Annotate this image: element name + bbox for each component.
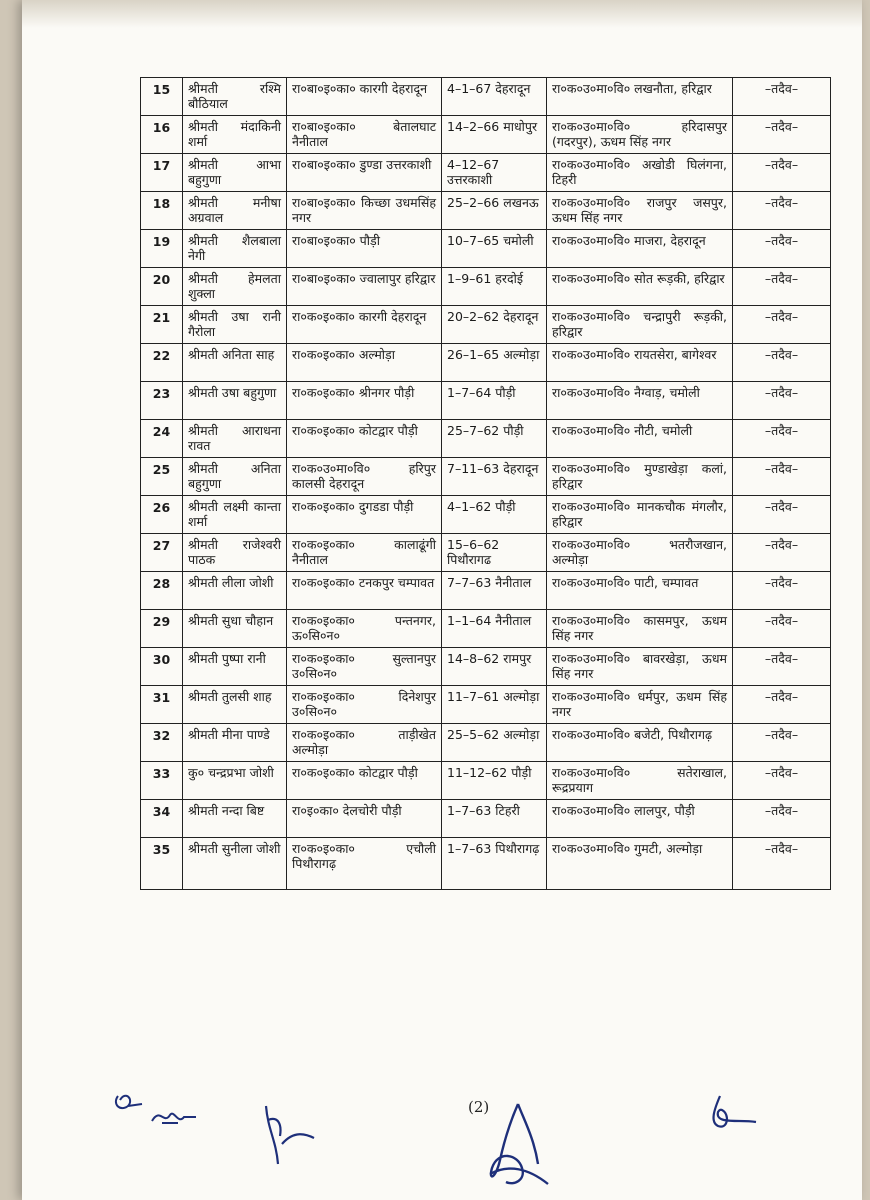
- birth-date-place: 14–8–62 रामपुर: [442, 648, 547, 686]
- table-row: [141, 648, 831, 686]
- table-row: [141, 344, 831, 382]
- current-posting: रा०क०इ०का० अल्मोड़ा: [287, 344, 442, 382]
- signature-3: [258, 1100, 328, 1170]
- signature-5: [700, 1092, 770, 1142]
- birth-date-place: 14–2–66 माधोपुर: [442, 116, 547, 154]
- table-row: [141, 572, 831, 610]
- teacher-name: श्रीमती मनीषा अग्रवाल: [183, 192, 287, 230]
- table-row: [141, 382, 831, 420]
- new-posting: रा०क०उ०मा०वि० सोत रूड़की, हरिद्वार: [547, 268, 733, 306]
- serial-number: 20: [141, 268, 183, 306]
- remark: –तदैव–: [733, 762, 831, 800]
- birth-date-place: 11–7–61 अल्मोड़ा: [442, 686, 547, 724]
- birth-date-place: 11–12–62 पौड़ी: [442, 762, 547, 800]
- remark: –तदैव–: [733, 268, 831, 306]
- table-row: [141, 838, 831, 890]
- table-row: [141, 420, 831, 458]
- serial-number: 32: [141, 724, 183, 762]
- birth-date-place: 25–2–66 लखनऊ: [442, 192, 547, 230]
- teacher-name: श्रीमती अनिता बहुगुणा: [183, 458, 287, 496]
- birth-date-place: 10–7–65 चमोली: [442, 230, 547, 268]
- signature-2: [148, 1103, 208, 1133]
- new-posting: रा०क०उ०मा०वि० चन्द्रापुरी रूड़की, हरिद्वार: [547, 306, 733, 344]
- birth-date-place: 1–7–63 टिहरी: [442, 800, 547, 838]
- birth-date-place: 25–7–62 पौड़ी: [442, 420, 547, 458]
- teacher-name: श्रीमती अनिता साह: [183, 344, 287, 382]
- remark: –तदैव–: [733, 724, 831, 762]
- teacher-name: श्रीमती मंदाकिनी शर्मा: [183, 116, 287, 154]
- serial-number: 16: [141, 116, 183, 154]
- current-posting: रा०क०इ०का० एचौली पिथौरागढ़: [287, 838, 442, 890]
- birth-date-place: 4–12–67 उत्तरकाशी: [442, 154, 547, 192]
- table-row: [141, 686, 831, 724]
- page-shadow: [22, 0, 862, 28]
- remark: –तदैव–: [733, 838, 831, 890]
- teacher-name: श्रीमती उषा बहुगुणा: [183, 382, 287, 420]
- table-row: [141, 116, 831, 154]
- birth-date-place: 20–2–62 देहरादून: [442, 306, 547, 344]
- page-number: (2): [468, 1098, 490, 1116]
- serial-number: 26: [141, 496, 183, 534]
- new-posting: रा०क०उ०मा०वि० रायतसेरा, बागेश्वर: [547, 344, 733, 382]
- current-posting: रा०क०इ०का० श्रीनगर पौड़ी: [287, 382, 442, 420]
- table-row: [141, 534, 831, 572]
- new-posting: रा०क०उ०मा०वि० सतेराखाल, रूद्रप्रयाग: [547, 762, 733, 800]
- current-posting: रा०बा०इ०का० बेतालघाट नैनीताल: [287, 116, 442, 154]
- table-row: [141, 268, 831, 306]
- serial-number: 30: [141, 648, 183, 686]
- remark: –तदैव–: [733, 306, 831, 344]
- serial-number: 17: [141, 154, 183, 192]
- current-posting: रा०क०इ०का० दुगडडा पौड़ी: [287, 496, 442, 534]
- current-posting: रा०क०इ०का० सुल्तानपुर उ०सि०न०: [287, 648, 442, 686]
- remark: –तदैव–: [733, 800, 831, 838]
- remark: –तदैव–: [733, 534, 831, 572]
- remark: –तदैव–: [733, 154, 831, 192]
- teacher-name: श्रीमती आराधना रावत: [183, 420, 287, 458]
- teacher-name: श्रीमती उषा रानी गैरोला: [183, 306, 287, 344]
- current-posting: रा०बा०इ०का० किच्छा उधमसिंह नगर: [287, 192, 442, 230]
- birth-date-place: 25–5–62 अल्मोड़ा: [442, 724, 547, 762]
- signature-4: [478, 1098, 558, 1193]
- birth-date-place: 4–1–67 देहरादून: [442, 78, 547, 116]
- serial-number: 28: [141, 572, 183, 610]
- current-posting: रा०क०इ०का० ताड़ीखेत अल्मोड़ा: [287, 724, 442, 762]
- remark: –तदैव–: [733, 496, 831, 534]
- serial-number: 22: [141, 344, 183, 382]
- table-row: [141, 496, 831, 534]
- birth-date-place: 1–9–61 हरदोई: [442, 268, 547, 306]
- teacher-name: श्रीमती रश्मि बौठियाल: [183, 78, 287, 116]
- serial-number: 24: [141, 420, 183, 458]
- teacher-name: श्रीमती शैलबाला नेगी: [183, 230, 287, 268]
- current-posting: रा०इ०का० देलचोरी पौड़ी: [287, 800, 442, 838]
- new-posting: रा०क०उ०मा०वि० बजेटी, पिथौरागढ़: [547, 724, 733, 762]
- table-row: [141, 306, 831, 344]
- teacher-name: श्रीमती राजेश्वरी पाठक: [183, 534, 287, 572]
- new-posting: रा०क०उ०मा०वि० भतरौजखान, अल्मोड़ा: [547, 534, 733, 572]
- birth-date-place: 1–7–64 पौड़ी: [442, 382, 547, 420]
- table-row: [141, 762, 831, 800]
- current-posting: रा०क०इ०का० टनकपुर चम्पावत: [287, 572, 442, 610]
- serial-number: 35: [141, 838, 183, 890]
- table-row: [141, 230, 831, 268]
- remark: –तदैव–: [733, 458, 831, 496]
- current-posting: रा०बा०इ०का० पौड़ी: [287, 230, 442, 268]
- teacher-name: श्रीमती सुधा चौहान: [183, 610, 287, 648]
- remark: –तदैव–: [733, 572, 831, 610]
- current-posting: रा०क०इ०का० कोटद्वार पौड़ी: [287, 420, 442, 458]
- transfer-table: [140, 77, 831, 890]
- new-posting: रा०क०उ०मा०वि० माजरा, देहरादून: [547, 230, 733, 268]
- current-posting: रा०क०इ०का० कोटद्वार पौड़ी: [287, 762, 442, 800]
- new-posting: रा०क०उ०मा०वि० हरिदासपुर (गदरपुर), ऊधम सिंह नगर: [547, 116, 733, 154]
- birth-date-place: 26–1–65 अल्मोड़ा: [442, 344, 547, 382]
- remark: –तदैव–: [733, 78, 831, 116]
- serial-number: 34: [141, 800, 183, 838]
- remark: –तदैव–: [733, 116, 831, 154]
- table-row: [141, 458, 831, 496]
- current-posting: रा०क०उ०मा०वि० हरिपुर कालसी देहरादून: [287, 458, 442, 496]
- birth-date-place: 15–6–62 पिथौरागढ: [442, 534, 547, 572]
- teacher-name: श्रीमती हेमलता शुक्ला: [183, 268, 287, 306]
- table-row: [141, 800, 831, 838]
- teacher-name: कु० चन्द्रप्रभा जोशी: [183, 762, 287, 800]
- teacher-name: श्रीमती मीना पाण्डे: [183, 724, 287, 762]
- table-row: [141, 610, 831, 648]
- current-posting: रा०क०इ०का० पन्तनगर, ऊ०सि०न०: [287, 610, 442, 648]
- serial-number: 27: [141, 534, 183, 572]
- serial-number: 15: [141, 78, 183, 116]
- table-row: [141, 78, 831, 116]
- serial-number: 18: [141, 192, 183, 230]
- serial-number: 29: [141, 610, 183, 648]
- serial-number: 31: [141, 686, 183, 724]
- new-posting: रा०क०उ०मा०वि० नैग्वाड़, चमोली: [547, 382, 733, 420]
- remark: –तदैव–: [733, 610, 831, 648]
- remark: –तदैव–: [733, 344, 831, 382]
- new-posting: रा०क०उ०मा०वि० लखनौता, हरिद्वार: [547, 78, 733, 116]
- teacher-name: श्रीमती तुलसी शाह: [183, 686, 287, 724]
- new-posting: रा०क०उ०मा०वि० धर्मपुर, ऊधम सिंह नगर: [547, 686, 733, 724]
- teacher-name: श्रीमती लीला जोशी: [183, 572, 287, 610]
- birth-date-place: 7–7–63 नैनीताल: [442, 572, 547, 610]
- new-posting: रा०क०उ०मा०वि० लालपुर, पौड़ी: [547, 800, 733, 838]
- birth-date-place: 7–11–63 देहरादून: [442, 458, 547, 496]
- table-row: [141, 154, 831, 192]
- remark: –तदैव–: [733, 420, 831, 458]
- table-row: [141, 724, 831, 762]
- current-posting: रा०क०इ०का० दिनेशपुर उ०सि०न०: [287, 686, 442, 724]
- current-posting: रा०बा०इ०का० कारगी देहरादून: [287, 78, 442, 116]
- remark: –तदैव–: [733, 686, 831, 724]
- new-posting: रा०क०उ०मा०वि० राजपुर जसपुर, ऊधम सिंह नगर: [547, 192, 733, 230]
- remark: –तदैव–: [733, 648, 831, 686]
- serial-number: 19: [141, 230, 183, 268]
- teacher-name: श्रीमती आभा बहुगुणा: [183, 154, 287, 192]
- teacher-name: श्रीमती लक्ष्मी कान्ता शर्मा: [183, 496, 287, 534]
- teacher-name: श्रीमती सुनीला जोशी: [183, 838, 287, 890]
- new-posting: रा०क०उ०मा०वि० पाटी, चम्पावत: [547, 572, 733, 610]
- teacher-name: श्रीमती नन्दा बिष्ट: [183, 800, 287, 838]
- remark: –तदैव–: [733, 192, 831, 230]
- serial-number: 21: [141, 306, 183, 344]
- new-posting: रा०क०उ०मा०वि० कासमपुर, ऊधम सिंह नगर: [547, 610, 733, 648]
- new-posting: रा०क०उ०मा०वि० गुमटी, अल्मोड़ा: [547, 838, 733, 890]
- remark: –तदैव–: [733, 382, 831, 420]
- serial-number: 33: [141, 762, 183, 800]
- current-posting: रा०क०इ०का० कारगी देहरादून: [287, 306, 442, 344]
- serial-number: 23: [141, 382, 183, 420]
- current-posting: रा०बा०इ०का० ज्वालापुर हरिद्वार: [287, 268, 442, 306]
- current-posting: रा०क०इ०का० कालाढूंगी नैनीताल: [287, 534, 442, 572]
- current-posting: रा०बा०इ०का० डुण्डा उत्तरकाशी: [287, 154, 442, 192]
- birth-date-place: 4–1–62 पौड़ी: [442, 496, 547, 534]
- new-posting: रा०क०उ०मा०वि० नौटी, चमोली: [547, 420, 733, 458]
- remark: –तदैव–: [733, 230, 831, 268]
- birth-date-place: 1–1–64 नैनीताल: [442, 610, 547, 648]
- new-posting: रा०क०उ०मा०वि० अखोडी घिलंगना, टिहरी: [547, 154, 733, 192]
- serial-number: 25: [141, 458, 183, 496]
- new-posting: रा०क०उ०मा०वि० मुण्डाखेड़ा कलां, हरिद्वार: [547, 458, 733, 496]
- new-posting: रा०क०उ०मा०वि० बावरखेड़ा, ऊधम सिंह नगर: [547, 648, 733, 686]
- table-body: [141, 78, 831, 890]
- birth-date-place: 1–7–63 पिथौरागढ़: [442, 838, 547, 890]
- new-posting: रा०क०उ०मा०वि० मानकचौक मंगलौर, हरिद्वार: [547, 496, 733, 534]
- table-row: [141, 192, 831, 230]
- teacher-name: श्रीमती पुष्पा रानी: [183, 648, 287, 686]
